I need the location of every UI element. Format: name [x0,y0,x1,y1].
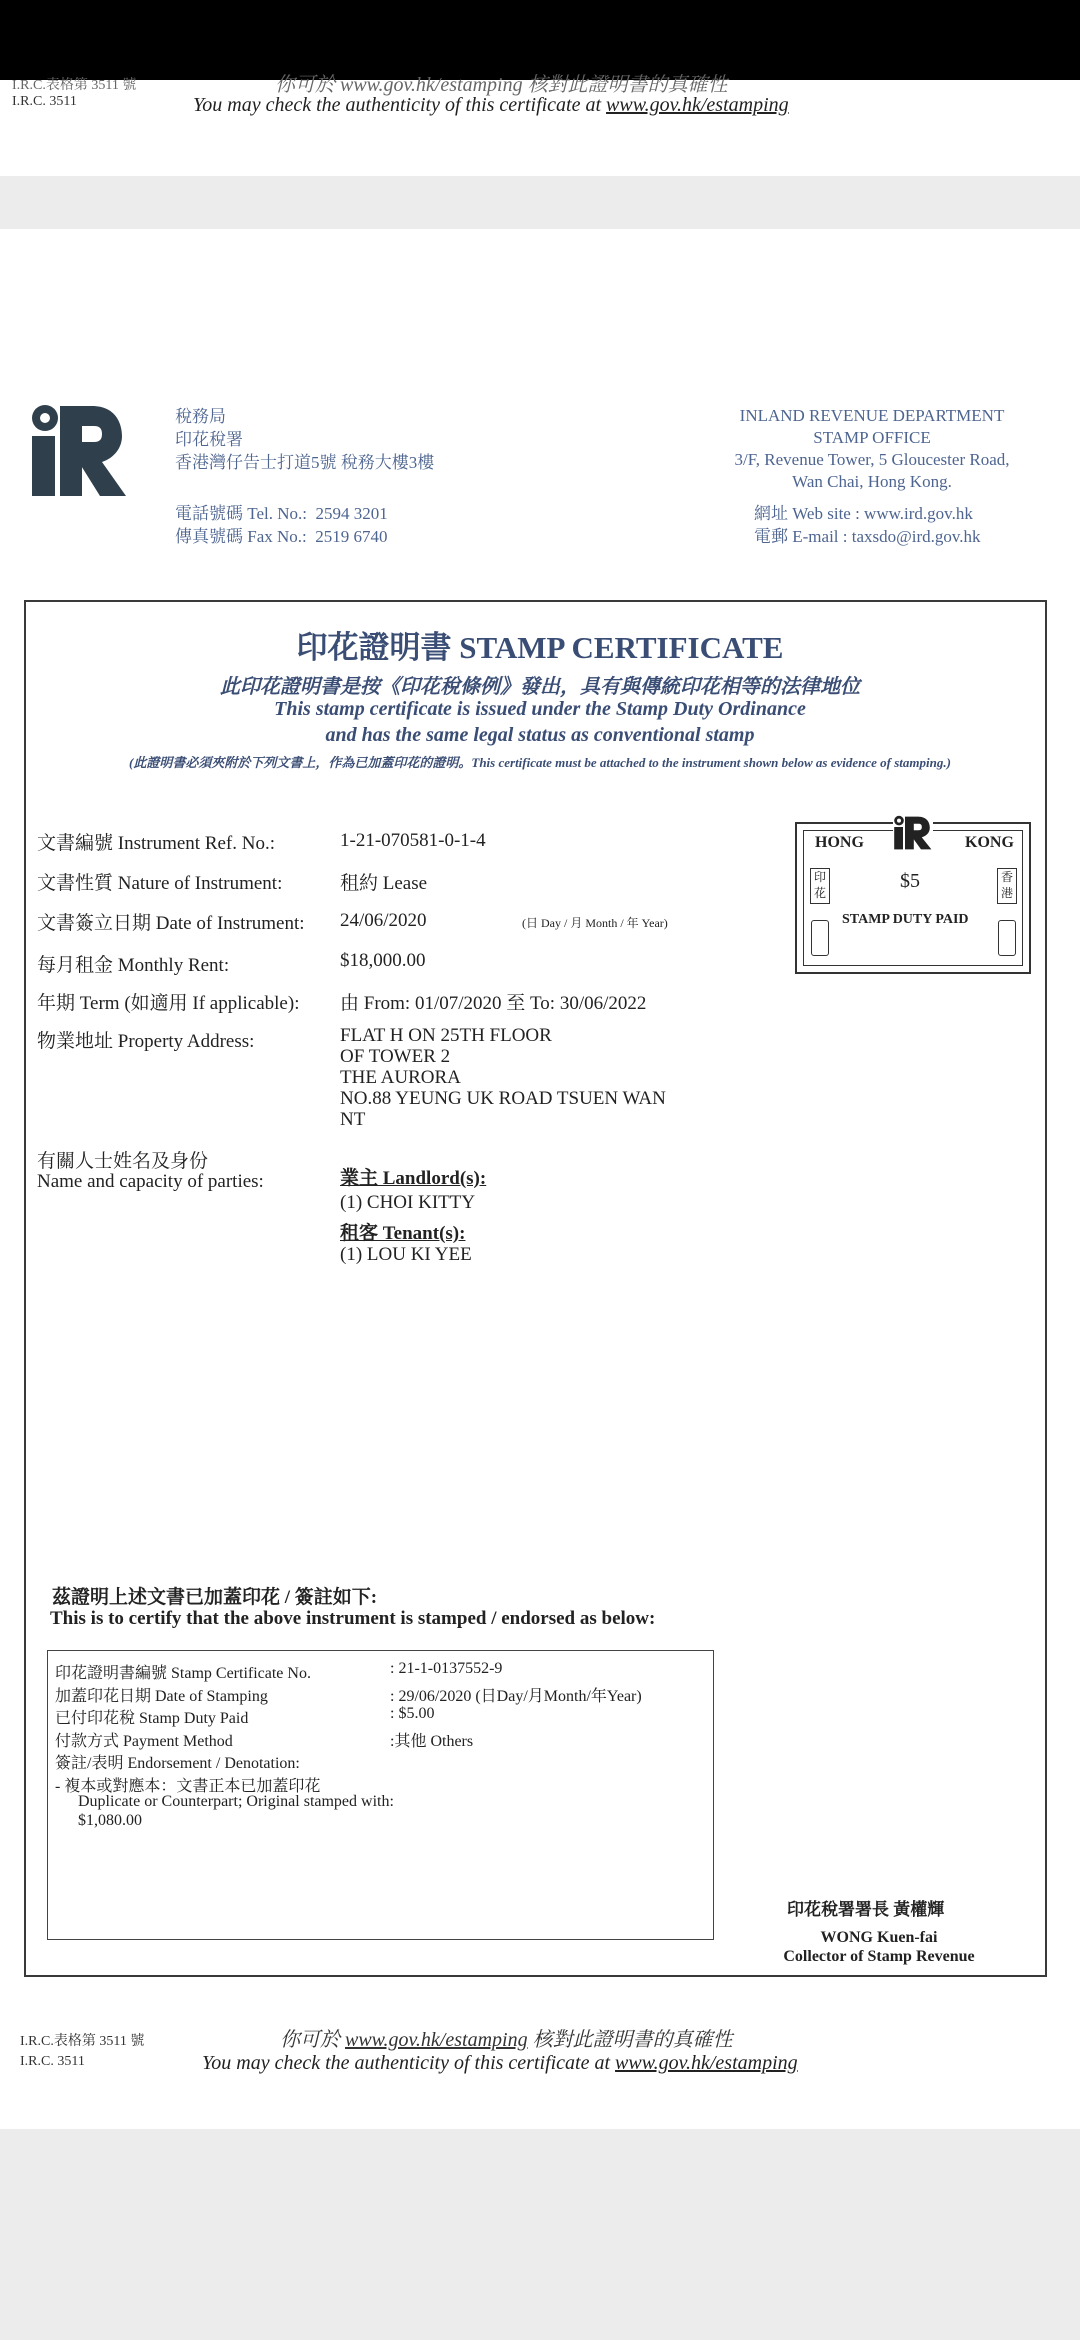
tel-row: 電話號碼 Tel. No.: 2594 3201 [175,504,388,523]
email-row[interactable]: 電郵 E-mail : taxsdo@ird.gov.hk [754,527,981,546]
stamp-date-label: 加蓋印花日期 Date of Stamping [55,1688,268,1705]
prev-irc-cn: I.R.C.表格第 3511 號 [12,78,137,93]
footer-irc-en: I.R.C. 3511 [20,2054,85,2069]
duty-paid-value: : $5.00 [390,1705,435,1722]
stamp-paid-text: STAMP DUTY PAID [842,912,969,927]
prev-check-link[interactable]: www.gov.hk/estamping [606,94,789,116]
nature-value: 租約 Lease [340,873,428,894]
dept-cn: 稅務局 [175,407,226,426]
footer-check-cn: 你可於 www.gov.hk/estamping 核對此證明書的真確性 [280,2029,733,2051]
date-value: 24/06/2020 [340,910,427,931]
previous-page-fragment [0,74,1080,176]
stamp-right-ornament [998,920,1016,956]
footer-check-en: You may check the authenticity of this certificate at www.gov.hk/estamping [202,2052,798,2074]
website-row[interactable]: 網址 Web site : www.ird.gov.hk [754,504,973,523]
address-line: THE AURORA [340,1067,461,1088]
date-label: 文書簽立日期 Date of Instrument: [37,913,305,934]
ref-label: 文書編號 Instrument Ref. No.: [37,833,276,854]
subtitle-en-2: and has the same legal status as conventional stamp [325,724,755,746]
stamp-amount: $5 [900,870,920,892]
stamp-right-word: KONG [965,834,1014,851]
tenant-heading: 租客 Tenant(s): [340,1223,466,1244]
cert-no-label: 印花證明書編號 Stamp Certificate No. [55,1665,311,1682]
collector-signature-cn: 印花稅署署長 黃權輝 [787,1900,945,1919]
certify-cn: 茲證明上述文書已加蓋印花 / 簽註如下: [52,1587,378,1608]
ref-value: 1-21-070581-0-1-4 [340,830,486,851]
footer-irc-cn: I.R.C.表格第 3511 號 [20,2034,145,2049]
attachment-notice: (此證明書必須夾附於下列文書上，作為已加蓋印花的證明。This certificate must be attached to the instrument shown below as evidence of stamping.) [129,755,951,770]
prev-irc-en: I.R.C. 3511 [12,94,77,109]
subtitle-cn: 此印花證明書是按《印花稅條例》發出，具有與傳統印花相等的法律地位 [220,676,860,698]
duty-paid-label: 已付印花稅 Stamp Duty Paid [55,1710,249,1727]
footer-check-link-cn[interactable]: www.gov.hk/estamping [345,2029,528,2051]
collector-title: Collector of Stamp Revenue [783,1948,975,1965]
endorsement-line-3: $1,080.00 [78,1812,142,1829]
nature-label: 文書性質 Nature of Instrument: [37,873,283,894]
stamp-left-seal: 印花 [810,868,830,904]
parties-label: 有關人士姓名及身份 Name and capacity of parties: [37,1151,264,1192]
address-label: 物業地址 Property Address: [37,1031,255,1052]
endorsement-label: 簽註/表明 Endorsement / Denotation: [55,1755,300,1772]
payment-label: 付款方式 Payment Method [55,1733,233,1750]
landlord-1: (1) CHOI KITTY [340,1192,476,1213]
date-format-hint: (日 Day / 月 Month / 年 Year) [522,916,668,930]
address-line: FLAT H ON 25TH FLOOR [340,1025,552,1046]
address-line: NT [340,1109,366,1130]
term-value: 由 From: 01/07/2020 至 To: 30/06/2022 [340,993,647,1014]
term-label: 年期 Term (如適用 If applicable): [37,993,300,1014]
address-cn: 香港灣仔告士打道5號 稅務大樓3樓 [175,453,435,472]
collector-signature-en [775,1928,983,1966]
letterhead-right [712,405,1032,493]
footer-check-link-en[interactable]: www.gov.hk/estamping [615,2052,798,2074]
stamp-right-seal: 香港 [997,868,1017,904]
rent-label: 每月租金 Monthly Rent: [37,955,230,976]
office-en: STAMP OFFICE [813,428,931,447]
address-en-2: Wan Chai, Hong Kong. [792,472,952,491]
address-en-1: 3/F, Revenue Tower, 5 Gloucester Road, [734,450,1010,469]
property-address [340,1025,666,1130]
collector-name: WONG Kuen-fai [820,1929,938,1946]
address-line: OF TOWER 2 [340,1046,451,1067]
fax-row: 傳真號碼 Fax No.: 2519 6740 [175,527,388,546]
rent-value: $18,000.00 [340,950,426,971]
contact-right [754,502,1004,548]
office-cn: 印花稅署 [175,430,243,449]
tenant-1: (1) LOU KI YEE [340,1244,472,1265]
stamp-date-value: : 29/06/2020 (日Day/月Month/年Year) [390,1688,642,1705]
landlord-heading: 業主 Landlord(s): [340,1168,487,1189]
stamp-left-ornament [811,920,829,956]
letterhead-left [175,405,434,474]
stamp-logo-icon [893,815,933,851]
prev-check-cn: 你可於 www.gov.hk/estamping 核對此證明書的真確性 [275,74,728,96]
address-line: NO.88 YEUNG UK ROAD TSUEN WAN [340,1088,666,1109]
endorsement-line-2: Duplicate or Counterpart; Original stamped with: [78,1793,394,1810]
contact-left [175,502,388,548]
prev-check-en: You may check the authenticity of this certificate at www.gov.hk/estamping [193,94,789,116]
dept-en: INLAND REVENUE DEPARTMENT [739,406,1005,425]
cert-no-value: : 21-1-0137552-9 [390,1660,503,1677]
ird-logo-icon [30,402,130,502]
payment-value: :其他 Others [390,1733,474,1750]
endorsement-line-1: - 複本或對應本：文書正本已加蓋印花 [55,1778,321,1795]
stamp-left-word: HONG [815,834,864,851]
certify-en: This is to certify that the above instrument is stamped / endorsed as below: [50,1608,656,1629]
certificate-title: 印花證明書 STAMP CERTIFICATE [296,630,784,665]
subtitle-en-1: This stamp certificate is issued under the Stamp Duty Ordinance [274,698,806,720]
